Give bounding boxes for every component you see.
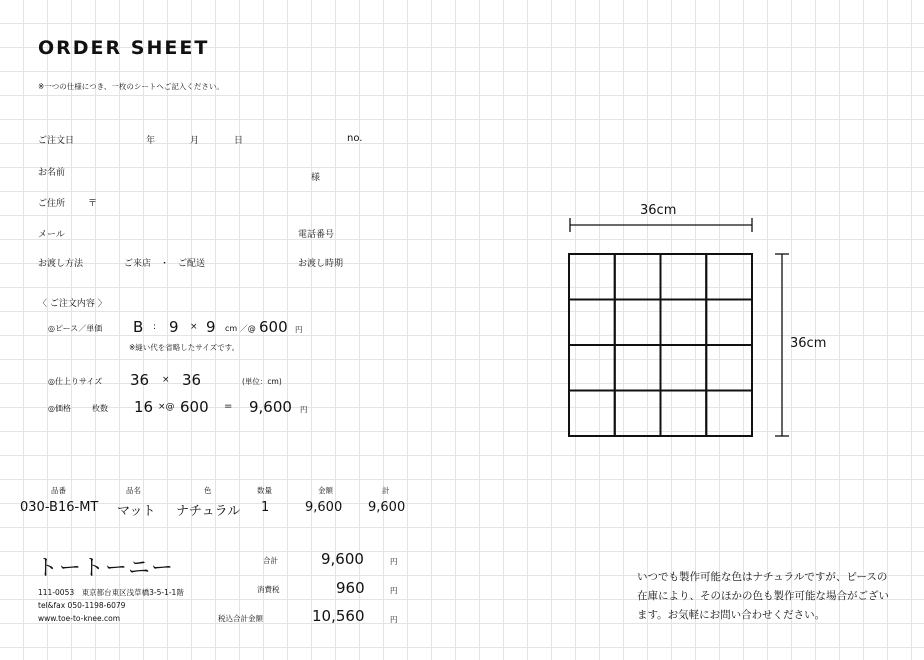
order-date-label: ご注文日 bbox=[38, 136, 75, 146]
delivery-time-label: お渡し時期 bbox=[298, 259, 344, 269]
grid-cell bbox=[569, 345, 615, 391]
price-label: ◎価格 bbox=[48, 404, 71, 413]
grid-cell bbox=[661, 391, 707, 437]
mail-label: メール bbox=[38, 230, 65, 240]
piece-yen: 円 bbox=[295, 325, 303, 334]
color-note-line1: いつでも製作可能な色はナチュラルですが、ピースの bbox=[637, 571, 888, 583]
grid-cell bbox=[569, 254, 615, 300]
count-label: 枚数 bbox=[92, 404, 108, 413]
grid-cell bbox=[569, 391, 615, 437]
company-website: www.toe-to-knee.com bbox=[38, 614, 121, 623]
table-header-code: 品番 bbox=[51, 486, 66, 495]
piece-type: B bbox=[133, 318, 144, 336]
piece-price-label: ◎ピース／単価 bbox=[48, 324, 103, 333]
unit-note: (単位：cm) bbox=[242, 377, 282, 386]
order-details-heading: 〈 ご注文内容 〉 bbox=[38, 299, 107, 309]
subtotal-label: 合計 bbox=[263, 556, 278, 565]
grand-total-label: 税込合計金額 bbox=[218, 614, 263, 623]
piece-grid bbox=[569, 254, 752, 436]
count-times: ×@ bbox=[158, 402, 175, 412]
grid-cell bbox=[661, 300, 707, 346]
finished-times: × bbox=[162, 375, 170, 385]
piece-count: 16 bbox=[134, 398, 154, 416]
product-name: マット bbox=[117, 504, 156, 519]
grid-cell bbox=[661, 345, 707, 391]
diagram-width-label: 36cm bbox=[640, 203, 677, 218]
table-header-amount: 金額 bbox=[318, 486, 333, 495]
table-header-total: 計 bbox=[382, 486, 390, 495]
honorific-label: 様 bbox=[311, 173, 321, 183]
company-tel: tel&fax 050-1198-6079 bbox=[38, 601, 126, 610]
table-header-name: 品名 bbox=[126, 486, 141, 495]
day-label: 日 bbox=[234, 136, 244, 146]
delivery-method-label: お渡し方法 bbox=[38, 259, 84, 269]
tax-value: 960 bbox=[336, 579, 365, 597]
finished-size-label: ◎仕上りサイズ bbox=[48, 377, 103, 386]
order-number-label: no. bbox=[347, 133, 363, 144]
tax-label: 消費税 bbox=[257, 585, 280, 594]
piece-times: × bbox=[190, 322, 198, 332]
seam-allowance-note: ※縫い代を省略したサイズです。 bbox=[129, 343, 240, 352]
grid-cell bbox=[615, 254, 661, 300]
piece-colon: : bbox=[153, 322, 157, 332]
piece-price: 600 bbox=[259, 318, 288, 336]
postal-mark: 〒 bbox=[88, 199, 98, 209]
grid-cell bbox=[615, 300, 661, 346]
address-label: ご住所 bbox=[38, 199, 66, 209]
tax-yen: 円 bbox=[390, 586, 398, 595]
name-label: お名前 bbox=[38, 168, 66, 178]
table-header-quantity: 数量 bbox=[257, 486, 272, 495]
year-label: 年 bbox=[146, 136, 156, 146]
grid-cell bbox=[661, 254, 707, 300]
details-total: 9,600 bbox=[249, 398, 292, 416]
subtotal-value: 9,600 bbox=[321, 550, 364, 568]
unit-price: 600 bbox=[180, 398, 209, 416]
notice-text: ※一つの仕様につき、一枚のシートへご記入ください。 bbox=[38, 82, 224, 91]
month-label: 月 bbox=[190, 136, 200, 146]
finished-width: 36 bbox=[130, 371, 150, 389]
product-amount: 9,600 bbox=[305, 500, 343, 515]
delivery-options: ご来店 ・ ご配送 bbox=[124, 259, 206, 269]
product-code: 030-B16-MT bbox=[20, 500, 99, 515]
diagram-height-label: 36cm bbox=[790, 336, 827, 351]
grid-cell bbox=[706, 300, 752, 346]
equals-sign: = bbox=[224, 401, 233, 412]
product-color: ナチュラル bbox=[176, 504, 241, 519]
table-header-color: 色 bbox=[204, 486, 212, 495]
product-total: 9,600 bbox=[368, 500, 406, 515]
grid-cell bbox=[615, 391, 661, 437]
color-note bbox=[637, 568, 889, 625]
piece-width: 9 bbox=[169, 318, 179, 336]
company-logo: トートーニー bbox=[36, 556, 175, 581]
grid-cell bbox=[569, 300, 615, 346]
phone-label: 電話番号 bbox=[298, 230, 335, 240]
grid-cell bbox=[615, 345, 661, 391]
company-address: 111-0053 東京都台東区浅草橋3-5-1-1階 bbox=[38, 588, 184, 597]
color-note-line2: 在庫により、そのほかの色も製作可能な場合がござい bbox=[637, 590, 889, 602]
grid-cell bbox=[706, 391, 752, 437]
piece-height: 9 bbox=[206, 318, 216, 336]
product-quantity: 1 bbox=[261, 500, 270, 515]
grand-total-value: 10,560 bbox=[312, 607, 365, 625]
height-dimension-line bbox=[775, 254, 789, 436]
color-note-line3: ます。お気軽にお問い合わせください。 bbox=[637, 609, 826, 621]
subtotal-yen: 円 bbox=[390, 557, 398, 566]
grand-total-yen: 円 bbox=[390, 615, 398, 624]
grid-cell bbox=[706, 345, 752, 391]
piece-unit: cm ／@ bbox=[225, 324, 256, 333]
finished-height: 36 bbox=[182, 371, 202, 389]
width-dimension-line bbox=[570, 218, 752, 232]
page-title: ORDER SHEET bbox=[38, 37, 210, 59]
grid-cell bbox=[706, 254, 752, 300]
details-yen: 円 bbox=[300, 405, 308, 414]
